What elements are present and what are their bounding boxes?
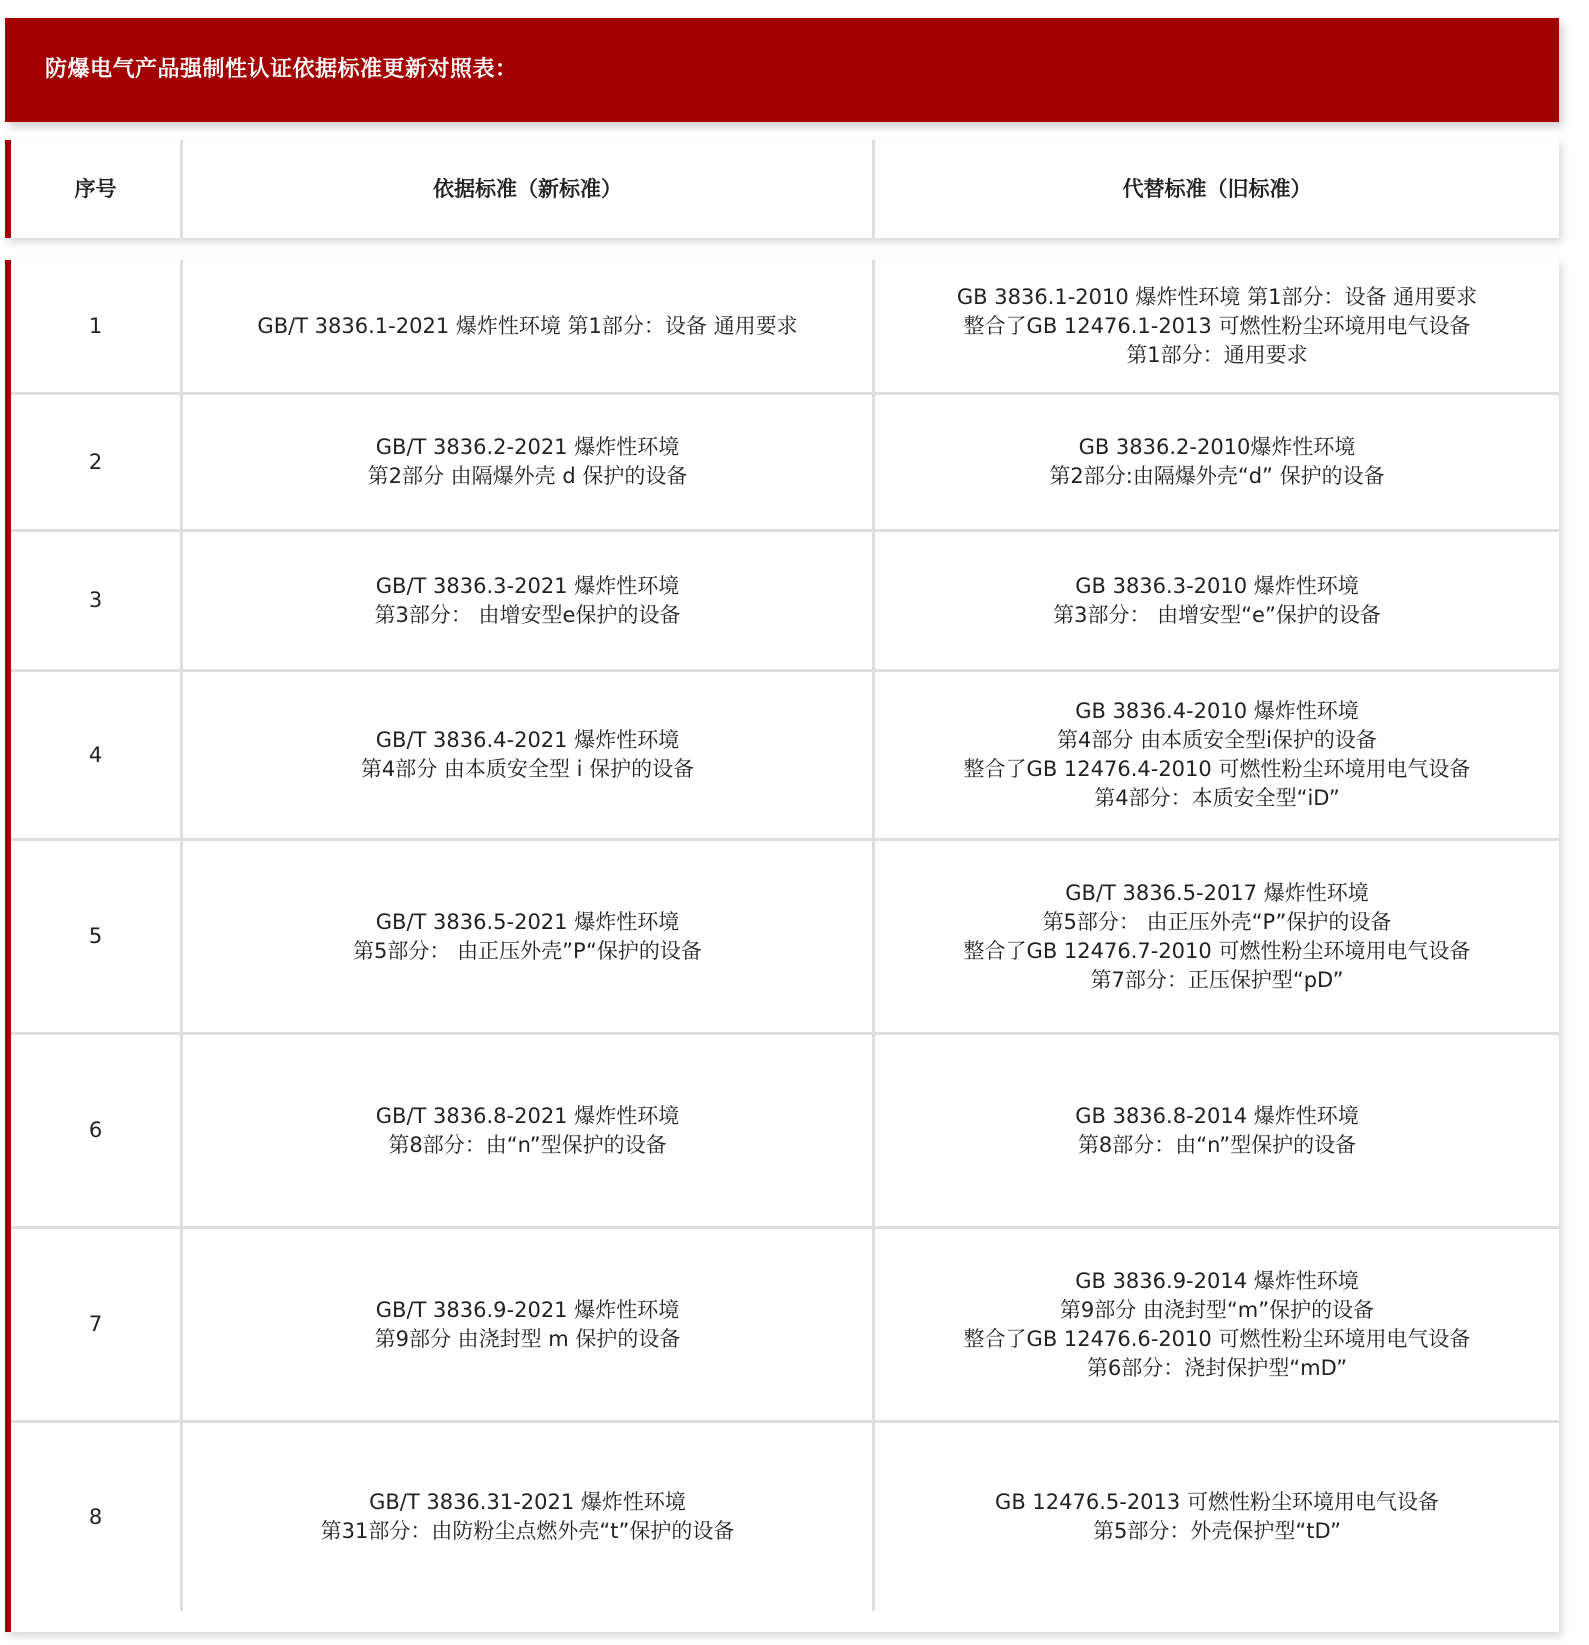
row-num: 2 bbox=[11, 395, 183, 529]
header-num: 序号 bbox=[11, 140, 183, 238]
row-new-standard: GB/T 3836.4-2021 爆炸性环境 第4部分 由本质安全型 i 保护的设备 bbox=[183, 672, 875, 838]
row-num: 4 bbox=[11, 672, 183, 838]
row-old-standard: GB 12476.5-2013 可燃性粉尘环境用电气设备 第5部分：外壳保护型“tD” bbox=[995, 1490, 1439, 1543]
row-old-standard: GB/T 3836.5-2017 爆炸性环境 第5部分： 由正压外壳“P”保护的设备 整合了GB 12476.7-2010 可燃性粉尘环境用电气设备 第7部分：正压保护型“pD” bbox=[963, 880, 1471, 992]
table-body bbox=[5, 260, 1559, 1632]
table-row bbox=[11, 838, 1559, 1032]
table-row bbox=[11, 1032, 1559, 1226]
page-title: 防爆电气产品强制性认证依据标准更新对照表： bbox=[45, 57, 518, 82]
table-row bbox=[11, 1420, 1559, 1611]
row-num: 7 bbox=[11, 1229, 183, 1420]
row-new-standard: GB/T 3836.2-2021 爆炸性环境 第2部分 由隔爆外壳 d 保护的设备 bbox=[183, 395, 875, 529]
row-new-standard: GB/T 3836.9-2021 爆炸性环境 第9部分 由浇封型 m 保护的设备 bbox=[183, 1229, 875, 1420]
row-new-standard: GB/T 3836.8-2021 爆炸性环境 第8部分：由“n”型保护的设备 bbox=[183, 1035, 875, 1226]
header-old-standard: 代替标准（旧标准） bbox=[1122, 176, 1312, 201]
row-num: 1 bbox=[11, 260, 183, 392]
table-row bbox=[11, 392, 1559, 529]
row-old-standard: GB 3836.9-2014 爆炸性环境 第9部分 由浇封型“m”保护的设备 整合了GB 12476.6-2010 可燃性粉尘环境用电气设备 第6部分：浇封保护型“mD” bbox=[963, 1268, 1471, 1380]
row-num: 3 bbox=[11, 532, 183, 669]
row-new-standard: GB/T 3836.5-2021 爆炸性环境 第5部分： 由正压外壳”P“保护的设备 bbox=[183, 841, 875, 1032]
row-new-standard: GB/T 3836.1-2021 爆炸性环境 第1部分：设备 通用要求 bbox=[183, 260, 875, 392]
table-row bbox=[11, 529, 1559, 669]
table-row bbox=[11, 669, 1559, 838]
header-new-standard: 依据标准（新标准） bbox=[183, 140, 875, 238]
row-num: 8 bbox=[11, 1423, 183, 1611]
header-row bbox=[11, 140, 1559, 238]
row-num: 5 bbox=[11, 841, 183, 1032]
row-old-standard: GB 3836.8-2014 爆炸性环境 第8部分：由“n”型保护的设备 bbox=[1075, 1103, 1359, 1157]
row-old-standard: GB 3836.3-2010 爆炸性环境 第3部分： 由增安型“e”保护的设备 bbox=[1053, 573, 1381, 627]
table-row bbox=[11, 260, 1559, 392]
table-row bbox=[11, 1226, 1559, 1420]
row-old-standard: GB 3836.1-2010 爆炸性环境 第1部分：设备 通用要求 整合了GB 12476.1-2013 可燃性粉尘环境用电气设备 第1部分：通用要求 bbox=[956, 284, 1478, 367]
title-banner bbox=[5, 18, 1559, 122]
row-old-standard: GB 3836.2-2010爆炸性环境 第2部分:由隔爆外壳“d” 保护的设备 bbox=[1049, 435, 1385, 488]
row-old-standard: GB 3836.4-2010 爆炸性环境 第4部分 由本质安全型i保护的设备 整合了GB 12476.4-2010 可燃性粉尘环境用电气设备 第4部分：本质安全型“iD” bbox=[963, 699, 1471, 810]
row-new-standard: GB/T 3836.3-2021 爆炸性环境 第3部分： 由增安型e保护的设备 bbox=[183, 532, 875, 669]
table-header bbox=[5, 140, 1559, 238]
row-num: 6 bbox=[11, 1035, 183, 1226]
row-new-standard: GB/T 3836.31-2021 爆炸性环境 第31部分：由防粉尘点燃外壳“t”保护的设备 bbox=[183, 1423, 875, 1611]
